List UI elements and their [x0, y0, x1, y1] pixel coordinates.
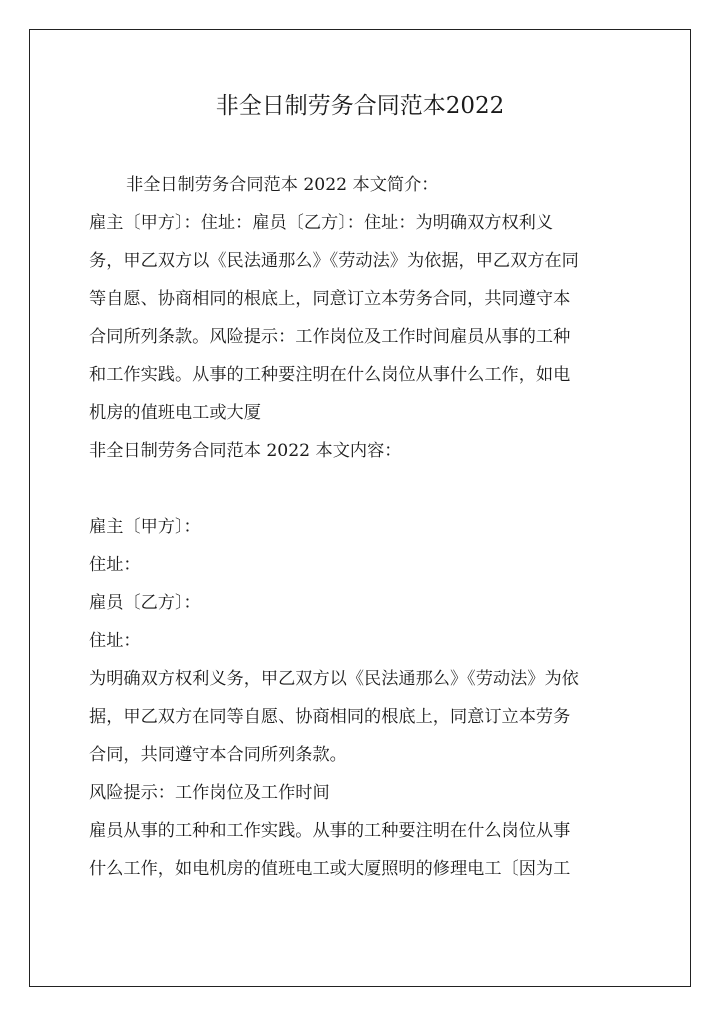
- document-title: 非全日制劳务合同范本2022: [215, 93, 505, 119]
- intro-line: 合同所列条款。风险提示：工作岗位及工作时间雇员从事的工种: [89, 327, 571, 347]
- body-line: 住址：: [89, 555, 141, 575]
- body-line: 为明确双方权利义务，甲乙双方以《民法通那么》《劳动法》为依: [89, 669, 579, 689]
- intro-heading: 非全日制劳务合同范本 2022 本文简介：: [126, 175, 439, 195]
- body-line: 合同，共同遵守本合同所列条款。: [89, 745, 347, 765]
- body-line: 什么工作，如电机房的值班电工或大厦照明的修理电工〔因为工: [89, 859, 571, 879]
- content-heading: 非全日制劳务合同范本 2022 本文内容：: [89, 441, 402, 461]
- intro-line: 机房的值班电工或大厦: [89, 403, 261, 423]
- intro-line: 雇主〔甲方〕：住址：雇员〔乙方〕：住址：为明确双方权利义: [89, 213, 554, 233]
- intro-line: 和工作实践。从事的工种要注明在什么岗位从事什么工作，如电: [89, 365, 571, 385]
- body-line: 雇主〔甲方〕：: [89, 517, 201, 537]
- intro-line: 等自愿、协商相同的根底上，同意订立本劳务合同，共同遵守本: [89, 289, 571, 309]
- body-line: 据，甲乙双方在同等自愿、协商相同的根底上，同意订立本劳务: [89, 707, 571, 727]
- document-body: [89, 166, 637, 888]
- intro-line: 务，甲乙双方以《民法通那么》《劳动法》为依据，甲乙双方在同: [89, 251, 579, 271]
- body-line: 雇员〔乙方〕：: [89, 593, 201, 613]
- body-line: 雇员从事的工种和工作实践。从事的工种要注明在什么岗位从事: [89, 821, 571, 841]
- body-line: 住址：: [89, 631, 141, 651]
- blank-line: [89, 470, 637, 508]
- body-line: 风险提示：工作岗位及工作时间: [89, 783, 330, 803]
